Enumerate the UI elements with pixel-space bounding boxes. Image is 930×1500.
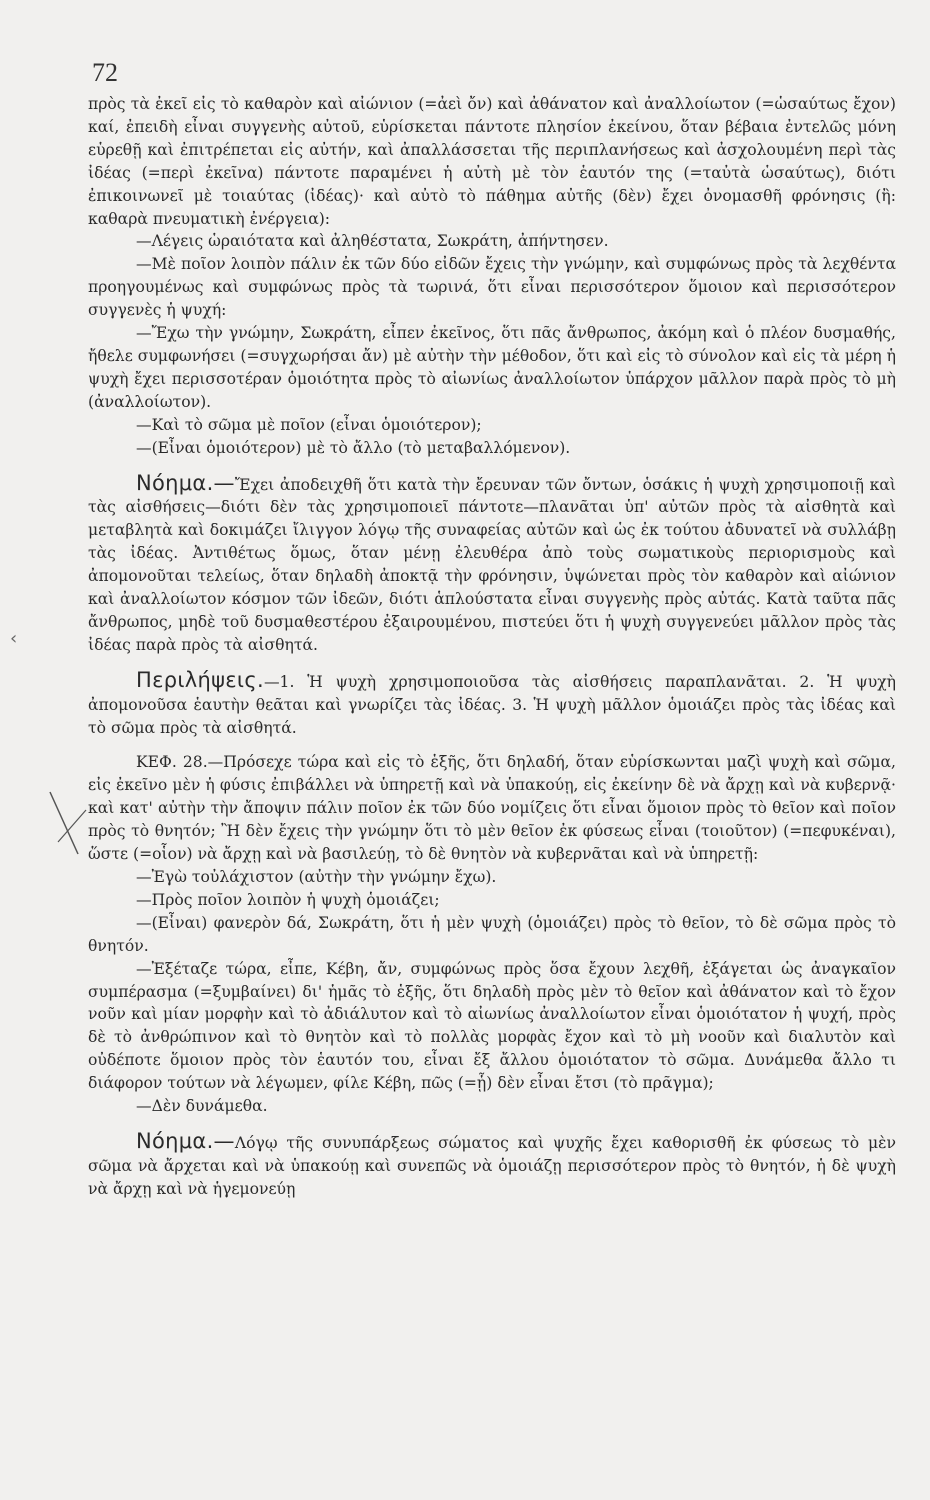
paragraph: —Ἔχω τὴν γνώμην, Σωκράτη, εἶπεν ἐκεῖνος, ὅτι πᾶς ἄνθρωπος, ἀκόμη καὶ ὁ πλέον δυσμαθής, ἤθελε συμφωνήσει (=συγχωρήσαι ἄν) μὲ αὐτὴν τὴν μέθοδον, ὅτι καὶ εἰς τὸ σύνολον καὶ εἰς τὰ μέρη ἡ ψυχὴ ἔχει περισσοτέραν ὁμοιότητα πρὸς τὸ αἰωνίως ἀναλλοίωτον ὑπάρχον μᾶλλον παρὰ πρὸς τὸ μὴ (ἀναλλοίωτον). (88, 324, 896, 411)
paragraph: —(Εἶναι ὁμοιότερον) μὲ τὸ ἄλλο (τὸ μεταβαλλόμενον). (136, 438, 571, 457)
paragraph: —Λέγεις ὡραιότατα καὶ ἀληθέστατα, Σωκράτη, ἀπήντησεν. (136, 232, 609, 251)
paragraph: —Δὲν δυνάμεθα. (136, 1097, 268, 1116)
paragraph: —(Εἶναι) φανερὸν δά, Σωκράτη, ὅτι ἡ μὲν ψυχὴ (ὁμοιάζει) πρὸς τὸ θεῖον, τὸ δὲ σῶμα πρὸς τὸ θνητόν. (88, 913, 896, 955)
section-heading: Περιλήψεις. (136, 667, 264, 692)
paragraph: πρὸς τὰ ἐκεῖ εἰς τὸ καθαρὸν καὶ αἰώνιον (=ἀεὶ ὄν) καὶ ἀθάνατον καὶ ἀναλλοίωτον (=ὡσαύτως ἔχον) καί, ἐπειδὴ εἶναι συγγενὴς αὐτοῦ, εὑρίσκεται πάντοτε πλησίον ἐκείνου, ὅταν βέβαια ἐντελῶς μόνη εὑρεθῇ καὶ ἐπιτρέπεται εἰς αὐτήν, καὶ ἀπαλλάσσεται τῆς περιπλανήσεως καὶ ἀσχολουμένη περὶ τὰς ἰδέας (=περὶ ἐκεῖνα) πάντοτε παραμένει ἡ αὐτὴ μὲ τὸν ἑαυτόν της (=ταὐτὰ ὡσαύτως), διότι ἐπικοινωνεῖ μὲ τοιαύτας (ἰδέας)· καὶ αὐτὸ τὸ πάθημα αὐτῆς (δὲν) ἔχει ὀνομασθῆ φρόνησις (ἢ: καθαρὰ πνευματικὴ ἐνέργεια): (88, 95, 896, 228)
summary-paragraph: Περιλήψεις.—1. Ἡ ψυχὴ χρησιμοποιοῦσα τὰς αἰσθήσεις παραπλανᾶται. 2. Ἡ ψυχὴ ἀπομονοῦσα ἑαυτὴν θεᾶται καὶ γνωρίζει τὰς ἰδέας. 3. Ἡ ψυχὴ μᾶλλον ὁμοιάζει πρὸς τὰς ἰδέας καὶ τὸ σῶμα πρὸς τὰ αἰσθητά. (88, 667, 896, 737)
section-heading: Νόημα.— (136, 470, 235, 495)
paragraph: —Μὲ ποῖον λοιπὸν πάλιν ἐκ τῶν δύο εἰδῶν ἔχεις τὴν γνώμην, καὶ συμφώνως πρὸς τὰ λεχθέντα προηγουμένως καὶ συμφώνως πρὸς τὰ τωρινά, ὅτι εἶναι περισσότερον ὅμοιον καὶ περισσότερον συγγενὲς ἡ ψυχή: (88, 255, 896, 320)
paragraph: —Καὶ τὸ σῶμα μὲ ποῖον (εἶναι ὁμοιότερον); (136, 415, 482, 434)
section-heading: Νόημα.— (136, 1128, 235, 1153)
summary-paragraph: Νόημα.—Ἔχει ἀποδειχθῆ ὅτι κατὰ τὴν ἔρευναν τῶν ὄντων, ὁσάκις ἡ ψυχὴ χρησιμοποιῇ καὶ τὰς αἰσθήσεις—διότι δὲν τὰς χρησιμοποιεῖ πάντοτε—πλανᾶται ὑπ' αὐτῶν πρὸς τὰ αἰσθητὰ καὶ μεταβλητὰ καὶ δοκιμάζει ἴλιγγον λόγῳ τῆς συναφείας αὐτῶν καὶ ὡς ἐκ τούτου ἀδυνατεῖ νὰ συλλάβῃ τὰς ἰδέας. Ἀντιθέτως ὅμως, ὅταν μένῃ ἐλευθέρα ἀπὸ τοὺς σωματικοὺς περιορισμοὺς καὶ ἀπομονοῦται τελείως, ὅταν δηλαδὴ ἀποκτᾷ τὴν φρόνησιν, ὑψώνεται πρὸς τὸν καθαρὸν καὶ αἰώνιον καὶ ἀναλλοίωτον κόσμον τῶν ἰδεῶν, διότι ἁπλούστατα εἶναι συγγενὴς πρὸς αὐτάς. Κατὰ ταῦτα πᾶς ἄνθρωπος, μηδὲ τοῦ δυσμαθεστέρου ἐξαιρουμένου, πιστεύει ὅτι ἡ ψυχὴ συγγενεύει μᾶλλον πρὸς τὰς ἰδέας παρὰ πρὸς τὰ αἰσθητά. (88, 470, 896, 654)
pencil-mark-icon (48, 790, 88, 860)
margin-mark: ‹ (10, 628, 18, 649)
summary-paragraph: Νόημα.—Λόγῳ τῆς συνυπάρξεως σώματος καὶ ψυχῆς ἔχει καθορισθῆ ἐκ φύσεως τὸ μὲν σῶμα νὰ ἄρχεται καὶ νὰ ὑπακούῃ καὶ συνεπῶς νὰ ὁμοιάζῃ περισσότερον πρὸς τὸ θνητόν, ἡ δὲ ψυχὴ νὰ ἄρχῃ καὶ νὰ ἡγεμονεύῃ (88, 1128, 896, 1198)
page-text (88, 93, 896, 1201)
paragraph: —Ἐξέταζε τώρα, εἶπε, Κέβη, ἄν, συμφώνως πρὸς ὅσα ἔχουν λεχθῆ, ἐξάγεται ὡς ἀναγκαῖον συμπέρασμα (=ξυμβαίνει) δι' ἡμᾶς τὸ ἑξῆς, ὅτι δηλαδὴ πρὸς μὲν τὸ θεῖον καὶ ἀθάνατον καὶ τὸ ἔχον νοῦν καὶ μίαν μορφὴν καὶ τὸ ἀδιάλυτον καὶ τὸ αἰωνίως ἀναλλοίωτον εἶναι ὁμοιότατον ἡ ψυχή, πρὸς δὲ τὸ ἀνθρώπινον καὶ τὸ θνητὸν καὶ τὸ πολλὰς μορφὰς ἔχον καὶ τὸ μὴ νοοῦν καὶ διαλυτὸν καὶ οὐδέποτε ὅμοιον πρὸς τὸν ἑαυτόν του, εἶναι ἔξ ἄλλου ὁμοιότατον τὸ σῶμα. Δυνάμεθα ἄλλο τι διάφορον τούτων νὰ λέγωμεν, φίλε Κέβη, πῶς (=ᾗ) δὲν εἶναι ἔτσι (τὸ πρᾶγμα); (88, 959, 896, 1093)
page-number: 72 (92, 58, 118, 87)
paragraph: —Πρὸς ποῖον λοιπὸν ἡ ψυχὴ ὁμοιάζει; (136, 890, 440, 909)
chapter-paragraph: ΚΕΦ. 28.—Πρόσεχε τώρα καὶ εἰς τὸ ἑξῆς, ὅτι δηλαδή, ὅταν εὑρίσκωνται μαζὶ ψυχὴ καὶ σῶμα, εἰς ἐκεῖνο μὲν ἡ φύσις ἐπιβάλλει νὰ ὑπηρετῇ καὶ νὰ ὑπακούῃ, εἰς ἐκείνην δὲ νὰ ἄρχῃ καὶ νὰ κυβερνᾷ· καὶ κατ' αὐτὴν τὴν ἄποψιν πάλιν ποῖον ἐκ τῶν δύο νομίζεις ὅτι εἶναι ὅμοιον πρὸς τὸ θεῖον καὶ ποῖον πρὸς τὸ θνητόν; Ἢ δὲν ἔχεις τὴν γνώμην ὅτι τὸ μὲν θεῖον ἐκ φύσεως εἶναι (τοιοῦτον) (=πεφυκέναι), ὥστε (=οἷον) νὰ ἄρχῃ καὶ νὰ βασιλεύῃ, τὸ δὲ θνητὸν νὰ κυβερνᾶται καὶ νὰ ὑπηρετῇ: (88, 753, 896, 864)
paragraph: —Ἐγὼ τοὐλάχιστον (αὐτὴν τὴν γνώμην ἔχω). (136, 868, 497, 886)
